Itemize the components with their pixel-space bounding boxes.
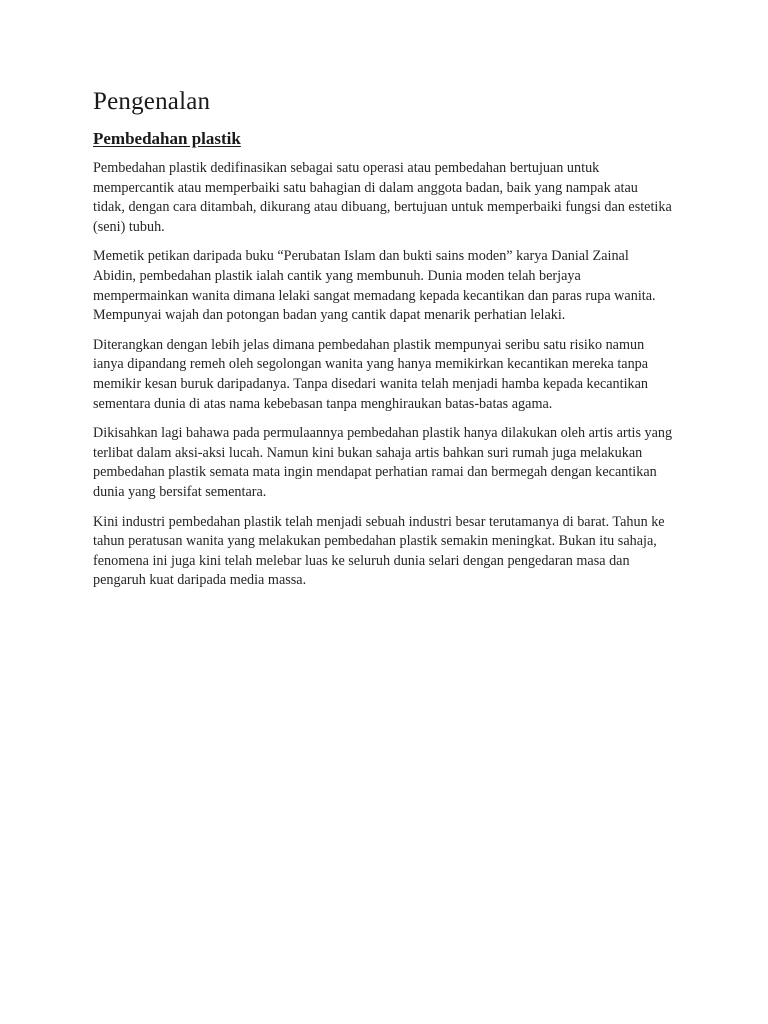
- paragraph-5: Kini industri pembedahan plastik telah menjadi sebuah industri besar terutamanya di barat. Tahun ke tahun peratusan wanita yang melakukan pembedahan plastik semakin meningkat. Bukan itu sahaja, fenomena ini juga kini telah melebar luas ke seluruh dunia selari dengan pengedaran masa dan pengaruh kuat daripada media massa.: [93, 513, 665, 589]
- paragraph-2: Memetik petikan daripada buku “Perubatan Islam dan bukti sains moden” karya Danial Zainal Abidin, pembedahan plastik ialah cantik yang membunuh. Dunia moden telah berjaya mempermainkan wanita dimana lelaki sangat memadang kepada kecantikan dan paras rupa wanita. Mempunyai wajah dan potongan badan yang cantik dapat menarik perhatian lelaki.: [93, 248, 656, 324]
- page-title: Pengenalan: [93, 88, 211, 115]
- document-body: [93, 86, 673, 591]
- paragraph-4: Dikisahkan lagi bahawa pada permulaannya pembedahan plastik hanya dilakukan oleh artis artis yang terlibat dalam aksi-aksi lucah. Namun kini bukan sahaja artis bahkan suri rumah juga melakukan pembedahan plastik semata mata ingin mendapat perhatian ramai dan bermegah dengan kecantikan dunia yang bersifat sementara.: [93, 425, 673, 500]
- paragraph-3: Diterangkan dengan lebih jelas dimana pembedahan plastik mempunyai seribu satu risiko namun ianya dipandang remeh oleh segolongan wanita yang hanya memikirkan kecantikan mereka tanpa memikir kesan buruk daripadanya. Tanpa disedari wanita telah menjadi hamba kepada kecantikan sementara dunia di atas nama kebebasan tanpa menghiraukan batas-batas agama.: [93, 336, 649, 412]
- paragraph-1: Pembedahan plastik dedifinasikan sebagai satu operasi atau pembedahan bertujuan untuk mempercantik atau memperbaiki satu bahagian di dalam anggota badan, baik yang nampak atau tidak, dengan cara ditambah, dikurang atau dibuang, bertujuan untuk memperbaiki fungsi dan estetika (seni) tubuh.: [93, 160, 672, 235]
- section-heading: Pembedahan plastik: [93, 129, 241, 148]
